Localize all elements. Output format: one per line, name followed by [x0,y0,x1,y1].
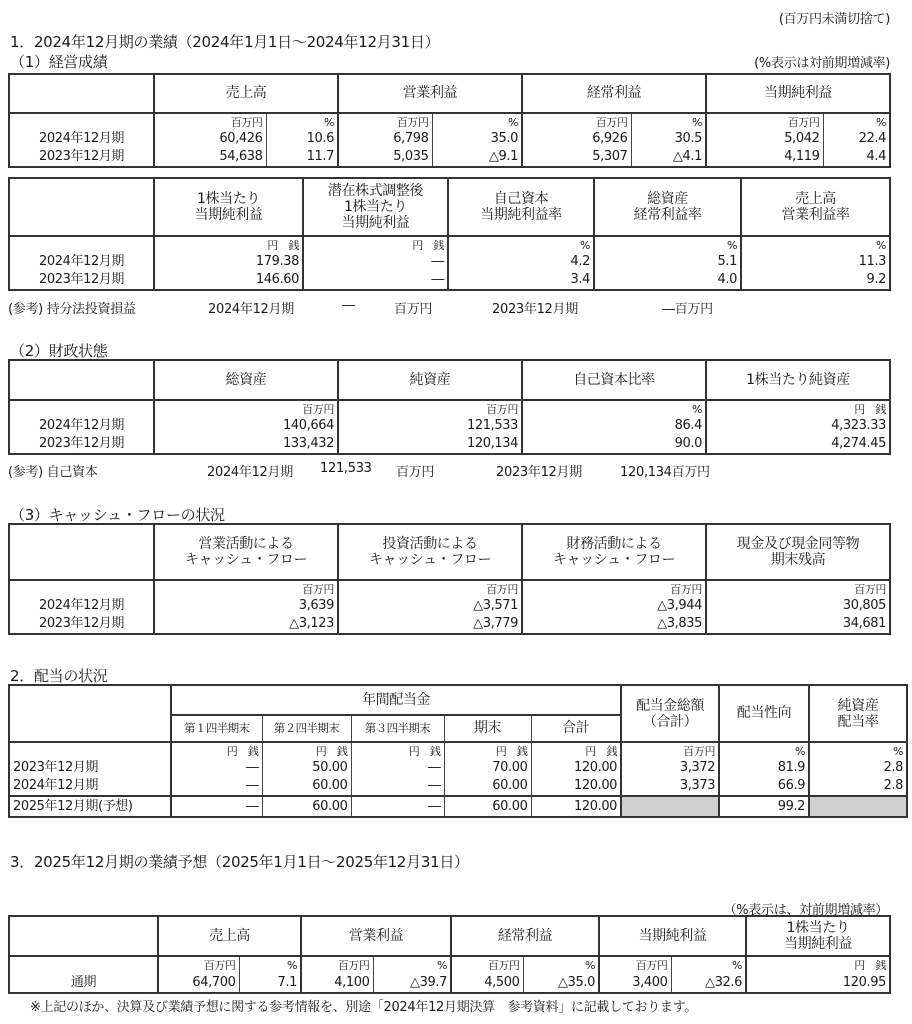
row-label: 2024年12月期 [9,418,154,434]
cell-value: 99.2 [719,796,809,817]
cell-value: 11.3 [741,254,890,270]
equity-method-value2: ―百万円 [662,302,713,317]
unit-cell: 百万円 [706,580,890,598]
cell-shaded [809,796,907,817]
section1-title: 1．2024年12月期の業績（2024年1月1日～2024年12月31日） [10,33,440,51]
cell-value: ― [351,776,444,796]
cell-value: 6,798 [338,131,432,147]
col-header-financing-cf: 財務活動による キャッシュ・フロー [522,524,706,580]
cell-value: 60.00 [444,796,531,817]
forecast-pct-note: （%表示は、対前期増減率） [723,903,888,918]
corner-cell [9,916,158,956]
cell-value: △9.1 [432,147,522,167]
cell-value: 5.1 [594,254,741,270]
unit-cell: % [239,956,301,973]
row-label: 2023年12月期 [9,434,154,454]
col-header-cash-end: 現金及び現金同等物 期末残高 [706,524,890,580]
unit-cell: 百万円 [154,400,338,418]
label-spacer [9,956,158,973]
unit-cell: 円 銭 [262,742,351,760]
table-row [9,254,890,270]
cell-value: △35.0 [523,973,599,993]
cell-value: 30.5 [631,131,706,147]
row-label: 2024年12月期 [9,776,171,796]
col-header-doe: 純資産 配当率 [809,685,907,742]
col-header-bps: 1株当たり純資産 [706,360,890,400]
unit-cell: % [522,400,706,418]
cell-value: 120.00 [531,796,621,817]
cell-value: △39.7 [373,973,451,993]
cell-value: 64,700 [158,973,239,993]
cell-value: 120,134 [338,434,522,454]
financial-position-subtitle: （2）財政状態 [10,342,108,360]
unit-cell: % [432,113,522,131]
table-row [9,131,890,147]
unit-cell: 百万円 [522,580,706,598]
table-row [9,614,890,634]
results-subtitle: （1）経営成績 [10,53,108,71]
cell-value: 146.60 [154,270,303,290]
unit-cell: % [523,956,599,973]
forecast-title: 3．2025年12月期の業績予想（2025年1月1日～2025年12月31日） [10,853,469,871]
equity-method-label: (参考) 持分法投資損益 [8,302,136,317]
cell-value: 3,372 [621,760,719,776]
cell-value: 5,035 [338,147,432,167]
col-header-annual-dividend: 年間配当金 [171,685,621,715]
cell-value: 4.0 [594,270,741,290]
col-header-q3: 第３四半期末 [351,715,444,742]
col-header-operating-income: 営業利益 [301,916,451,956]
equity-method-unit1: 百万円 [394,302,433,317]
col-header-operating-margin: 売上高 営業利益率 [741,178,890,236]
cell-value: 3,639 [154,598,338,614]
unit-cell: % [809,742,907,760]
cell-value: ― [171,760,262,776]
unit-cell: 円 銭 [444,742,531,760]
row-label: 2023年12月期 [9,147,154,167]
equity-method-value1: ― [342,298,355,313]
cell-value: △4.1 [631,147,706,167]
cell-value: 7.1 [239,973,301,993]
cell-value: ― [351,796,444,817]
label-spacer [9,113,154,131]
table-row [9,434,890,454]
col-header-operating-cf: 営業活動による キャッシュ・フロー [154,524,338,580]
cell-value: △3,835 [522,614,706,634]
cell-value: 9.2 [741,270,890,290]
dividends-table [8,684,908,818]
row-label: 2024年12月期 [9,598,154,614]
row-label: 通期 [9,973,158,993]
cell-value: △3,571 [338,598,522,614]
cell-value: 3.4 [448,270,594,290]
cell-value: 3,400 [599,973,671,993]
unit-cell: 百万円 [158,956,239,973]
table-row [9,270,890,290]
row-label: 2023年12月期 [9,760,171,776]
col-header-sales: 売上高 [158,916,301,956]
cell-value: 4,274.45 [706,434,890,454]
cell-value: △32.6 [671,973,746,993]
equity-ref-value2: 120,134百万円 [620,465,710,480]
forecast-footnote: ※上記のほか、決算及び業績予想に関する参考情報を、別途「2024年12月期決算 参考資料」に記載しております。 [30,1000,697,1015]
corner-cell [9,360,154,400]
cell-value: 22.4 [823,131,890,147]
col-header-total: 合計 [531,715,621,742]
col-header-year-end: 期末 [444,715,531,742]
equity-ref-value1: 121,533 [320,461,372,476]
unit-cell: 円 銭 [746,956,890,973]
col-header-roe: 自己資本 当期純利益率 [448,178,594,236]
cell-value: 70.00 [444,760,531,776]
cell-value: 86.4 [522,418,706,434]
cell-shaded [621,796,719,817]
corner-cell [9,74,154,113]
unit-cell: 百万円 [706,113,823,131]
cell-value: 6,926 [522,131,631,147]
col-header-equity-ratio: 自己資本比率 [522,360,706,400]
cell-value: ― [303,270,448,290]
col-header-total-dividend: 配当金総額 （合計） [621,685,719,742]
label-spacer [9,236,154,254]
cell-value: 81.9 [719,760,809,776]
cell-value: ― [171,776,262,796]
corner-cell [9,178,154,236]
cell-value: 60.00 [262,796,351,817]
table-row [9,147,890,167]
col-header-payout-ratio: 配当性向 [719,685,809,742]
cell-value: 179.38 [154,254,303,270]
results-pct-note: (%表示は対前期増減率) [754,56,890,71]
col-header-eps: 1株当たり 当期純利益 [154,178,303,236]
unit-cell: 円 銭 [351,742,444,760]
unit-cell: 円 銭 [706,400,890,418]
col-header-ordinary-income: 経常利益 [522,74,706,113]
col-header-roa: 総資産 経常利益率 [594,178,741,236]
unit-cell: 百万円 [338,113,432,131]
cell-value: ― [351,760,444,776]
label-spacer [9,580,154,598]
cell-value: 120.00 [531,760,621,776]
cell-value: △3,779 [338,614,522,634]
unit-cell: 円 銭 [154,236,303,254]
cell-value: ― [303,254,448,270]
cell-value: 30,805 [706,598,890,614]
table-row [9,973,890,993]
cell-value: 120.00 [531,776,621,796]
table-row [9,418,890,434]
unit-cell: 百万円 [451,956,523,973]
cell-value: △3,944 [522,598,706,614]
unit-cell: % [594,236,741,254]
cell-value: 60,426 [154,131,266,147]
col-header-q1: 第１四半期末 [171,715,262,742]
table-row-forecast [9,796,907,817]
cell-value: 2.8 [809,760,907,776]
unit-cell: 円 銭 [531,742,621,760]
col-header-total-assets: 総資産 [154,360,338,400]
col-header-ordinary-income: 経常利益 [451,916,599,956]
cell-value: 5,042 [706,131,823,147]
col-header-net-income: 当期純利益 [599,916,746,956]
unit-cell: % [448,236,594,254]
cell-value: 120.95 [746,973,890,993]
cell-value: 54,638 [154,147,266,167]
corner-cell [9,524,154,580]
cell-value: 3,373 [621,776,719,796]
cell-value: ― [171,796,262,817]
row-label: 2024年12月期 [9,131,154,147]
unit-cell: 百万円 [154,113,266,131]
cell-value: 10.6 [266,131,338,147]
equity-ref-label: (参考) 自己資本 [8,465,98,480]
col-header-investing-cf: 投資活動による キャッシュ・フロー [338,524,522,580]
cash-flows-subtitle: （3）キャッシュ・フローの状況 [10,506,225,524]
unit-cell: % [741,236,890,254]
row-label: 2024年12月期 [9,254,154,270]
col-header-eps: 1株当たり 当期純利益 [746,916,890,956]
unit-cell: 百万円 [154,580,338,598]
col-header-operating-income: 営業利益 [338,74,522,113]
label-spacer [9,742,171,760]
cell-value: 2.8 [809,776,907,796]
cell-value: △3,123 [154,614,338,634]
row-label: 2023年12月期 [9,270,154,290]
operating-results-table [8,73,891,168]
cell-value: 60.00 [262,776,351,796]
col-header-q2: 第２四半期末 [262,715,351,742]
equity-ref-unit1: 百万円 [396,465,435,480]
table-row [9,598,890,614]
unit-cell: % [719,742,809,760]
cell-value: 4.2 [448,254,594,270]
cell-value: 60.00 [444,776,531,796]
cell-value: 4.4 [823,147,890,167]
equity-ref-period1: 2024年12月期 [207,465,293,480]
cell-value: 4,119 [706,147,823,167]
cell-value: 66.9 [719,776,809,796]
col-header-net-income: 当期純利益 [706,74,890,113]
cell-value: 11.7 [266,147,338,167]
unit-cell: % [373,956,451,973]
per-share-table [8,177,891,291]
col-header-net-assets: 純資産 [338,360,522,400]
unit-cell: % [823,113,890,131]
cell-value: 133,432 [154,434,338,454]
row-label: 2023年12月期 [9,614,154,634]
dividends-title: 2．配当の状況 [10,667,108,685]
forecast-table [8,915,891,994]
label-spacer [9,400,154,418]
unit-cell: 円 銭 [171,742,262,760]
unit-cell: 百万円 [599,956,671,973]
cell-value: 4,500 [451,973,523,993]
cell-value: 121,533 [338,418,522,434]
unit-cell: 百万円 [621,742,719,760]
cash-flows-table [8,523,891,635]
corner-cell [9,685,171,742]
cell-value: 140,664 [154,418,338,434]
cell-value: 5,307 [522,147,631,167]
cell-value: 50.00 [262,760,351,776]
col-header-diluted-eps: 潜在株式調整後 1株当たり 当期純利益 [303,178,448,236]
unit-cell: 円 銭 [303,236,448,254]
unit-cell: 百万円 [338,400,522,418]
unit-cell: % [266,113,338,131]
equity-method-period2: 2023年12月期 [492,302,578,317]
table-row [9,776,907,796]
col-header-sales: 売上高 [154,74,338,113]
cell-value: 4,323.33 [706,418,890,434]
unit-cell: 百万円 [338,580,522,598]
rounding-note: (百万円未満切捨て) [778,12,890,27]
equity-method-period1: 2024年12月期 [208,302,294,317]
equity-ref-period2: 2023年12月期 [496,465,582,480]
row-label: 2025年12月期(予想) [9,796,171,817]
cell-value: 35.0 [432,131,522,147]
table-row [9,760,907,776]
cell-value: 4,100 [301,973,373,993]
unit-cell: % [631,113,706,131]
cell-value: 90.0 [522,434,706,454]
unit-cell: 百万円 [522,113,631,131]
financial-position-table [8,359,891,455]
unit-cell: % [671,956,746,973]
cell-value: 34,681 [706,614,890,634]
unit-cell: 百万円 [301,956,373,973]
